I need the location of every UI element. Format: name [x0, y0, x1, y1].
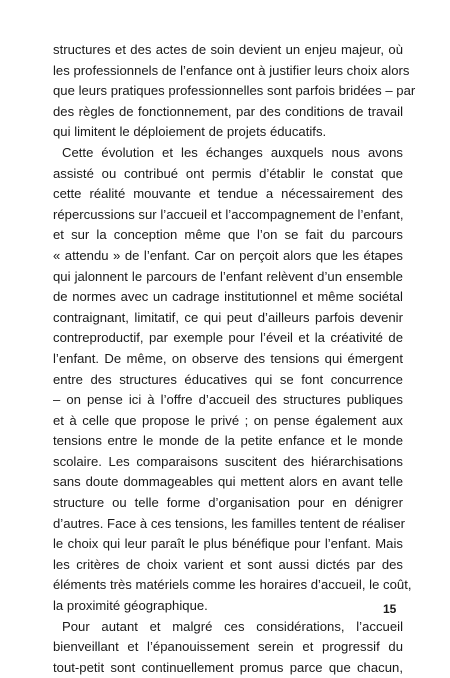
text-line: qui limitent le déploiement de projets éducatifs. — [53, 124, 327, 140]
text-line: qui jalonnent le parcours de l’enfant relèvent d’un ensemble — [53, 268, 403, 284]
text-line: cette réalité mouvante et tendue a nécessairement des — [53, 186, 403, 202]
text-line: des règles de fonctionnement, par des conditions de travail — [53, 103, 403, 119]
text-line: d’autres. Face à ces tensions, les familles tentent de réaliser — [53, 515, 406, 531]
text-line: les professionnels de l’enfance ont à justifier leurs choix alors — [53, 62, 410, 78]
text-line: scolaire. Les comparaisons suscitent des hiérarchisations — [53, 453, 403, 469]
text-line: tout-petit sont continuellement promus parce que chacun, — [53, 659, 403, 675]
text-line: structure ou telle forme d’organisation pour en dénigrer — [53, 495, 403, 511]
text-line: tensions entre le monde de la petite enfance et le monde — [53, 433, 403, 449]
text-line: sans doute dommageables qui mettent alors en avant telle — [53, 474, 403, 490]
text-line: – on pense ici à l’offre d’accueil des structures publiques — [53, 392, 403, 408]
text-line: contraignant, limitatif, ce qui peut d’ailleurs parfois devenir — [53, 309, 403, 325]
text-line: que leurs pratiques professionnelles sont parfois bridées – par — [53, 83, 416, 99]
page-body — [53, 40, 416, 678]
text-line: de normes avec un cadrage institutionnel et même sociétal — [53, 289, 403, 305]
text-line: la proximité géographique. — [53, 598, 208, 614]
text-line: « attendu » de l’enfant. Car on perçoit alors que les étapes — [53, 247, 403, 263]
page-number: 15 — [383, 602, 397, 616]
text-line: et sur la conception même que l’on se fait du parcours — [53, 227, 403, 243]
text-line: entre des structures éducatives qui se font concurrence — [53, 371, 403, 387]
text-line: le choix qui leur paraît le plus bénéfique pour l’enfant. Mais — [53, 536, 403, 552]
text-line: Cette évolution et les échanges auxquels nous avons — [62, 144, 403, 160]
text-line: répercussions sur l’accueil et l’accompagnement de l’enfant, — [53, 206, 404, 222]
text-line: Pour autant et malgré ces considérations, l’accueil — [62, 618, 403, 634]
text-line: l’enfant. De même, on observe des tensions qui émergent — [53, 350, 403, 366]
text-line: assisté ou contribué ont permis d’établir le constat que — [53, 165, 403, 181]
text-line: et à celle que propose le privé ; on pense également aux — [53, 412, 403, 428]
text-line: structures et des actes de soin devient un enjeu majeur, où — [53, 42, 403, 57]
text-line: éléments très matériels comme les horaires d’accueil, le coût, — [53, 577, 412, 593]
text-line: les critères de choix varient et sont aussi dictés par des — [53, 556, 403, 572]
text-line: contreproductif, par exemple pour l’éveil et la créativité de — [53, 330, 403, 346]
text-line: bienveillant et l’épanouissement serein et progressif du — [53, 639, 403, 655]
